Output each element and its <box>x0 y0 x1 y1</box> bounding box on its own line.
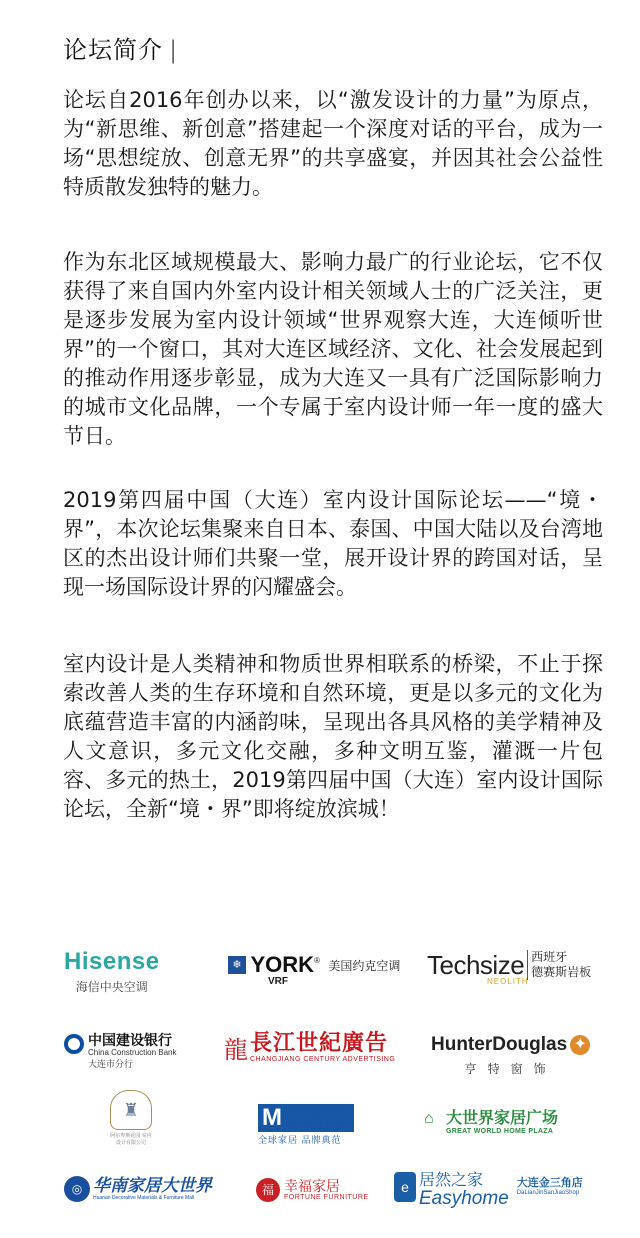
hisense-subtitle: 海信中央空调 <box>75 980 148 994</box>
intro-paragraph-4: 室内设计是人类精神和物质世界相联系的桥梁，不止于探索改善人类的生存环境和自然环境，更是以多元的文化为底蕴营造丰富的内涵韵味，呈现出各具风格的美学精神及人文意识，多元文化交融，多种文明互鉴，灌溉一片包容、多元的热土，2019第四届中国（大连）室内设计国际论坛，全新“境・界”即将绽放滨城！ <box>63 652 603 821</box>
globe-icon: ◎ <box>64 1176 90 1202</box>
easyhome-store-block <box>517 1177 583 1196</box>
ccb-ring-icon <box>64 1034 84 1054</box>
york-registered-mark: ® <box>314 955 320 965</box>
easyhome-store-en: DaLianJinSanJiaoShop <box>516 1190 580 1196</box>
easyhome-en-name: Easyhome <box>419 1188 509 1209</box>
intro-paragraph-2: 作为东北区域规模最大、影响力最广的行业论坛，它不仅获得了来自国内外室内设计相关领域人士的广泛关注，更是逐步发展为室内设计领域“世界观察大连，大连倾听世界”的一个窗口，其对大连区域经济、文化、社会发展起到的推动作用逐步彰显，成为大连又一具有广泛国际影响力的城市文化品牌，一个专属于室内设计师一年一度的盛大节日。 <box>63 250 603 448</box>
plus-circle-icon: ✦ <box>570 1035 590 1055</box>
huanan-cn-name: 华南家居大世界 <box>93 1176 212 1195</box>
ccb-cn-name: 中国建设银行 <box>88 1032 172 1048</box>
macalline-slogan: 全球家居 品牌典范 <box>258 1135 342 1145</box>
title-separator: | <box>169 36 179 64</box>
techsize-neolith-label: NEOLITH <box>487 977 529 986</box>
techsize-wordmark: Techsize <box>427 950 525 980</box>
easyhome-store-cn: 大连金三角店 <box>516 1177 583 1189</box>
york-subtitle: 美国约克空调 <box>328 958 401 973</box>
ccb-text-block <box>88 1032 177 1070</box>
ccb-en-name: China Construction Bank <box>88 1048 177 1057</box>
york-logo <box>228 952 400 987</box>
hisense-logo <box>64 948 160 995</box>
greatworld-text-block <box>446 1110 558 1135</box>
hunterdouglas-logo <box>431 1034 590 1077</box>
macalline-logo <box>258 1104 354 1146</box>
hisense-wordmark: Hisense <box>64 948 160 975</box>
garden-subtitle: 阿尔卑斯花园 室内设计有限公司 <box>110 1133 152 1146</box>
changjiang-logo <box>224 1030 395 1063</box>
xingfu-cn-name: 幸福家居 <box>284 1178 340 1194</box>
intro-paragraph-1: 论坛自2016年创办以来，以“激发设计的力量”为原点，为“新思维、新创意”搭建起一个深度对话的平台，成为一场“思想绽放、创意无界”的共享盛宴，并因其社会公益性特质散发独特的魅力。 <box>63 88 603 199</box>
garden-logo <box>108 1090 154 1146</box>
techsize-cn-block <box>527 950 591 980</box>
xingfu-en-name: FORTUNE FURNITURE <box>284 1194 369 1201</box>
greatworld-en-name: GREAT WORLD HOME PLAZA <box>446 1128 554 1135</box>
changjiang-cn-name: 長江世紀廣告 <box>250 1030 389 1055</box>
changjiang-en-name: CHANGJIANG CENTURY ADVERTISING <box>250 1056 396 1063</box>
changjiang-text-block <box>250 1030 395 1063</box>
greatworld-cn-name: 大世界家居广场 <box>446 1110 559 1127</box>
macalline-m-icon: M <box>258 1104 286 1132</box>
xingfu-text-block <box>284 1178 369 1201</box>
emblem-icon: ♜ <box>110 1090 152 1130</box>
techsize-cn-line-2: 德赛斯岩板 <box>531 965 592 979</box>
hunterdouglas-subtitle: 亨特窗饰 <box>464 1062 557 1076</box>
easyhome-logo <box>394 1172 583 1208</box>
macalline-en-name: MACALLINE <box>289 1121 351 1131</box>
easyhome-cn-name: 居然之家 <box>419 1172 484 1189</box>
intro-paragraph-3: 2019第四届中国（大连）室内设计国际论坛——“境・界”，本次论坛集聚来自日本、泰国、中国大陆以及台湾地区的杰出设计师们共聚一堂，展开设计界的跨国对话，呈现一场国际设计界的闪耀盛会。 <box>63 488 603 599</box>
easyhome-icon: e <box>394 1172 416 1202</box>
macalline-cn-name: 红星·美凯龙 <box>289 1106 343 1116</box>
page-title-text: 论坛简介 <box>63 36 163 64</box>
dragon-icon: 龍 <box>224 1037 248 1064</box>
xingfu-logo <box>256 1178 369 1202</box>
ccb-branch: 大连市分行 <box>88 1059 134 1069</box>
easyhome-text-block <box>419 1172 509 1208</box>
xingfu-icon: 福 <box>256 1178 280 1202</box>
page-title <box>63 30 178 65</box>
techsize-cn-line-1: 西班牙 <box>531 950 568 964</box>
huanan-en-name: Huanan Decorative Materials & Furniture Mall <box>93 1195 195 1201</box>
greatworld-logo <box>424 1110 558 1135</box>
techsize-logo <box>427 950 591 986</box>
york-snowflake-icon: ❄ <box>228 956 246 974</box>
huanan-logo <box>64 1176 212 1202</box>
huanan-text-block <box>93 1176 212 1201</box>
york-wordmark: YORK <box>250 952 315 977</box>
house-icon: ⌂ <box>424 1110 434 1127</box>
hunterdouglas-wordmark: HunterDouglas <box>431 1034 568 1055</box>
york-vrf-label: VRF <box>268 976 288 987</box>
ccb-logo <box>64 1032 177 1070</box>
macalline-text-block <box>286 1104 354 1132</box>
